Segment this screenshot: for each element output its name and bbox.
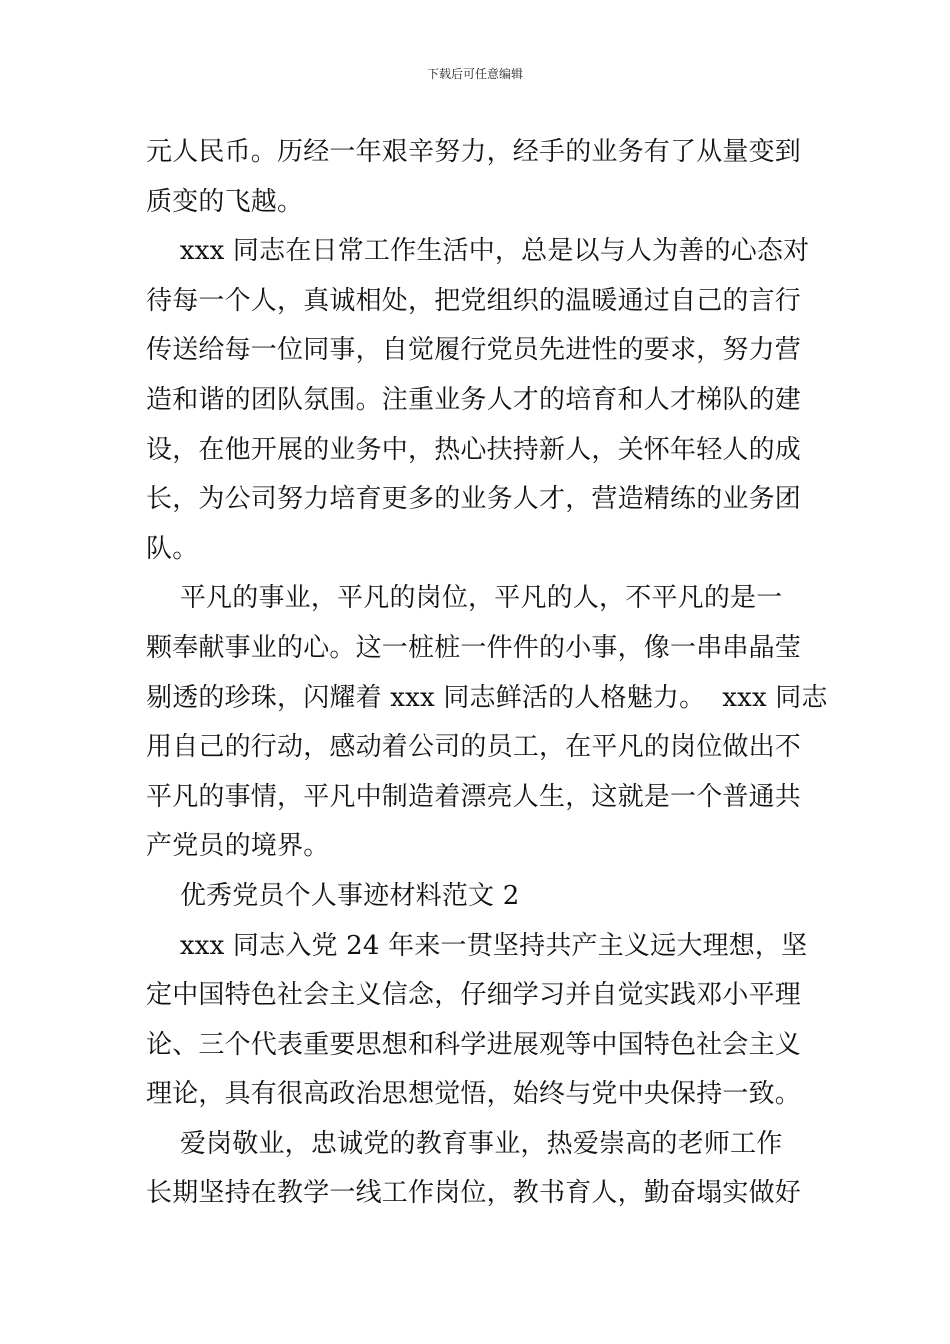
text-line: 理论，具有很高政治思想觉悟，始终与党中央保持一致。 [146,1079,802,1110]
text-line: 颗奉献事业的心。这一桩桩一件件的小事，像一串串晶莹 [146,632,802,663]
text-line: 长，为公司努力培育更多的业务人才，营造精练的业务团 [146,484,802,515]
text-line: 设，在他开展的业务中，热心扶持新人，关怀年轻人的成 [146,434,802,465]
text-line: 造和谐的团队氛围。注重业务人才的培育和人才梯队的建 [146,384,802,415]
text-line: 元人民币。历经一年艰辛努力，经手的业务有了从量变到 [146,137,802,167]
text-line: xxx 同志入党 24 年来一贯坚持共产主义远大理想，坚 [146,930,808,961]
text-line: 剔透的珍珠，闪耀着 xxx 同志鲜活的人格魅力。 xxx 同志 [146,682,828,713]
text-line: 传送给每一位同事，自觉履行党员先进性的要求，努力营 [146,335,802,366]
text-line: 产党员的境界。 [146,831,330,862]
text-line: 队。 [146,533,199,564]
section-title: 优秀党员个人事迹材料范文 2 [146,880,520,911]
text-line: 待每一个人，真诚相处，把党组织的温暖通过自己的言行 [146,285,802,316]
text-line: 爱岗敬业，忠诚党的教育事业，热爱崇高的老师工作 [146,1128,783,1159]
text-line: 定中国特色社会主义信念，仔细学习并自觉实践邓小平理 [146,980,802,1011]
text-line: 平凡的事业，平凡的岗位，平凡的人，不平凡的是一 [146,583,783,614]
text-line: xxx 同志在日常工作生活中，总是以与人为善的心态对 [146,236,810,267]
text-line: 长期坚持在教学一线工作岗位，教书育人，勤奋塌实做好 [146,1178,802,1209]
page-header: 下载后可任意编辑 [426,67,523,81]
text-line: 论、三个代表重要思想和科学进展观等中国特色社会主义 [146,1029,802,1060]
text-line: 质变的飞越。 [146,186,304,217]
text-line: 平凡的事情，平凡中制造着漂亮人生，这就是一个普通共 [146,781,802,812]
text-line: 用自己的行动，感动着公司的员工，在平凡的岗位做出不 [146,732,802,763]
document-body [146,128,828,1219]
